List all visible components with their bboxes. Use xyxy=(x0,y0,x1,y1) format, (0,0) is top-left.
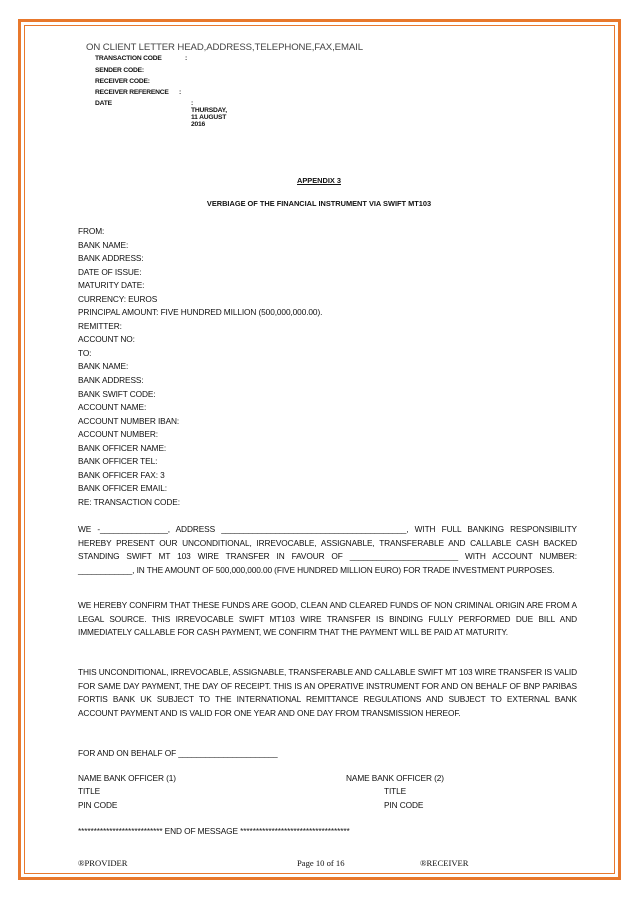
field-line: BANK OFFICER FAX: 3 xyxy=(78,469,165,480)
end-of-message: *************************** END OF MESSAGE *********************************** xyxy=(78,826,350,836)
field-line: REMITTER: xyxy=(78,320,122,331)
instrument-fields xyxy=(78,225,322,509)
field-line: ACCOUNT NAME: xyxy=(78,402,147,413)
field-line: PRINCIPAL AMOUNT: FIVE HUNDRED MILLION (500,000,000.00). xyxy=(78,307,323,318)
meta-row xyxy=(95,55,188,62)
footer-provider: ®PROVIDER xyxy=(78,858,128,868)
on-behalf-line: FOR AND ON BEHALF OF ______________________ xyxy=(78,748,278,758)
field-line: BANK SWIFT CODE: xyxy=(78,388,156,399)
letterhead-placeholder: ON CLIENT LETTER HEAD,ADDRESS,TELEPHONE,FAX,EMAIL xyxy=(86,42,363,53)
meta-row xyxy=(95,78,150,85)
meta-value: : THURSDAY, 11 AUGUST 2016 xyxy=(191,100,227,128)
field-line: RE: TRANSACTION CODE: xyxy=(78,496,180,507)
field-line: BANK OFFICER NAME: xyxy=(78,442,167,453)
meta-row xyxy=(95,67,144,74)
field-line: BANK NAME: xyxy=(78,239,129,250)
meta-value: : xyxy=(179,89,182,96)
appendix-title: APPENDIX 3 xyxy=(297,176,341,185)
footer-page-number: Page 10 of 16 xyxy=(297,858,345,868)
meta-label: RECEIVER REFERENCE xyxy=(95,89,169,96)
officer-1-pin: PIN CODE xyxy=(78,800,118,810)
field-line: FROM: xyxy=(78,226,105,236)
field-line: DATE OF ISSUE: xyxy=(78,266,142,277)
officer-1-name: NAME BANK OFFICER (1) xyxy=(78,773,176,783)
field-line: ACCOUNT NUMBER: xyxy=(78,429,158,440)
presentation-paragraph: WE -_______________, ADDRESS _________________________________________, WITH FULL BANKING RESPONSIBILITY HEREBY PRESENT OUR UNCONDITIONAL, IRREVOCABLE, ASSIGNABLE, TRANSFERABLE AND CALLABLE CASH BACKED STANDING SWIFT MT 103 WIRE TRANSFER IN FAVOUR OF ________________________ WITH ACCOUNT NUMBER: ____________, IN THE AMOUNT OF 500,000,000.00 (FIVE HUNDRED MILLION EURO) FOR TRADE INVESTMENT PURPOSES. xyxy=(78,524,577,575)
meta-label: DATE xyxy=(95,100,112,107)
validity-paragraph: THIS UNCONDITIONAL, IRREVOCABLE, ASSIGNABLE, TRANSFERABLE AND CALLABLE SWIFT MT 103 WIRE TRANSFER IS VALID FOR SAME DAY PAYMENT, THE DAY OF RECEIPT. THIS IS AN OPERATIVE INSTRUMENT FOR AND ON BEHALF OF BNP PARIBAS FORTIS BANK UK SUBJECT TO THE INTERNATIONAL REMITTANCE REGULATIONS AND SUBJECT TO EXTERNAL BANK ACCOUNT PAYMENT AND IS VALID FOR ONE YEAR AND ONE DAY FROM TRANSMISSION HEREOF. xyxy=(78,667,577,718)
officer-2-pin: PIN CODE xyxy=(384,800,424,810)
meta-row xyxy=(95,100,227,128)
officer-2-title: TITLE xyxy=(384,786,407,796)
meta-label: RECEIVER CODE: xyxy=(95,78,150,85)
field-line: MATURITY DATE: xyxy=(78,280,145,291)
confirmation-paragraph: WE HEREBY CONFIRM THAT THESE FUNDS ARE GOOD, CLEAN AND CLEARED FUNDS OF NON CRIMINAL ORIGIN ARE FROM A LEGAL SOURCE. THIS IRREVOCABLE SWIFT MT103 WIRE TRANSFER IS BINDING FULLY PERFORMED DUE BILL AND IMMEDIATELY CALLABLE FOR CASH PAYMENT, WE CONFIRM THAT THE PAYMENT WILL BE PAID AT MATURITY. xyxy=(78,600,577,637)
field-line: BANK NAME: xyxy=(78,361,129,372)
field-line: BANK OFFICER TEL: xyxy=(78,456,158,467)
field-line: ACCOUNT NUMBER IBAN: xyxy=(78,415,180,426)
field-line: ACCOUNT NO: xyxy=(78,334,135,345)
meta-label: TRANSACTION CODE xyxy=(95,55,162,62)
meta-row xyxy=(95,89,182,96)
verbiage-title: VERBIAGE OF THE FINANCIAL INSTRUMENT VIA SWIFT MT103 xyxy=(206,199,432,208)
field-line: TO: xyxy=(78,347,92,358)
field-line: BANK OFFICER EMAIL: xyxy=(78,483,167,494)
meta-value: : xyxy=(185,55,188,62)
field-line: BANK ADDRESS: xyxy=(78,253,144,264)
officer-1-title: TITLE xyxy=(78,786,101,796)
officer-2-name: NAME BANK OFFICER (2) xyxy=(346,773,444,783)
meta-label: SENDER CODE: xyxy=(95,67,144,74)
field-line: BANK ADDRESS: xyxy=(78,375,144,386)
footer-receiver: ®RECEIVER xyxy=(420,858,469,868)
field-line: CURRENCY: EUROS xyxy=(78,293,158,304)
